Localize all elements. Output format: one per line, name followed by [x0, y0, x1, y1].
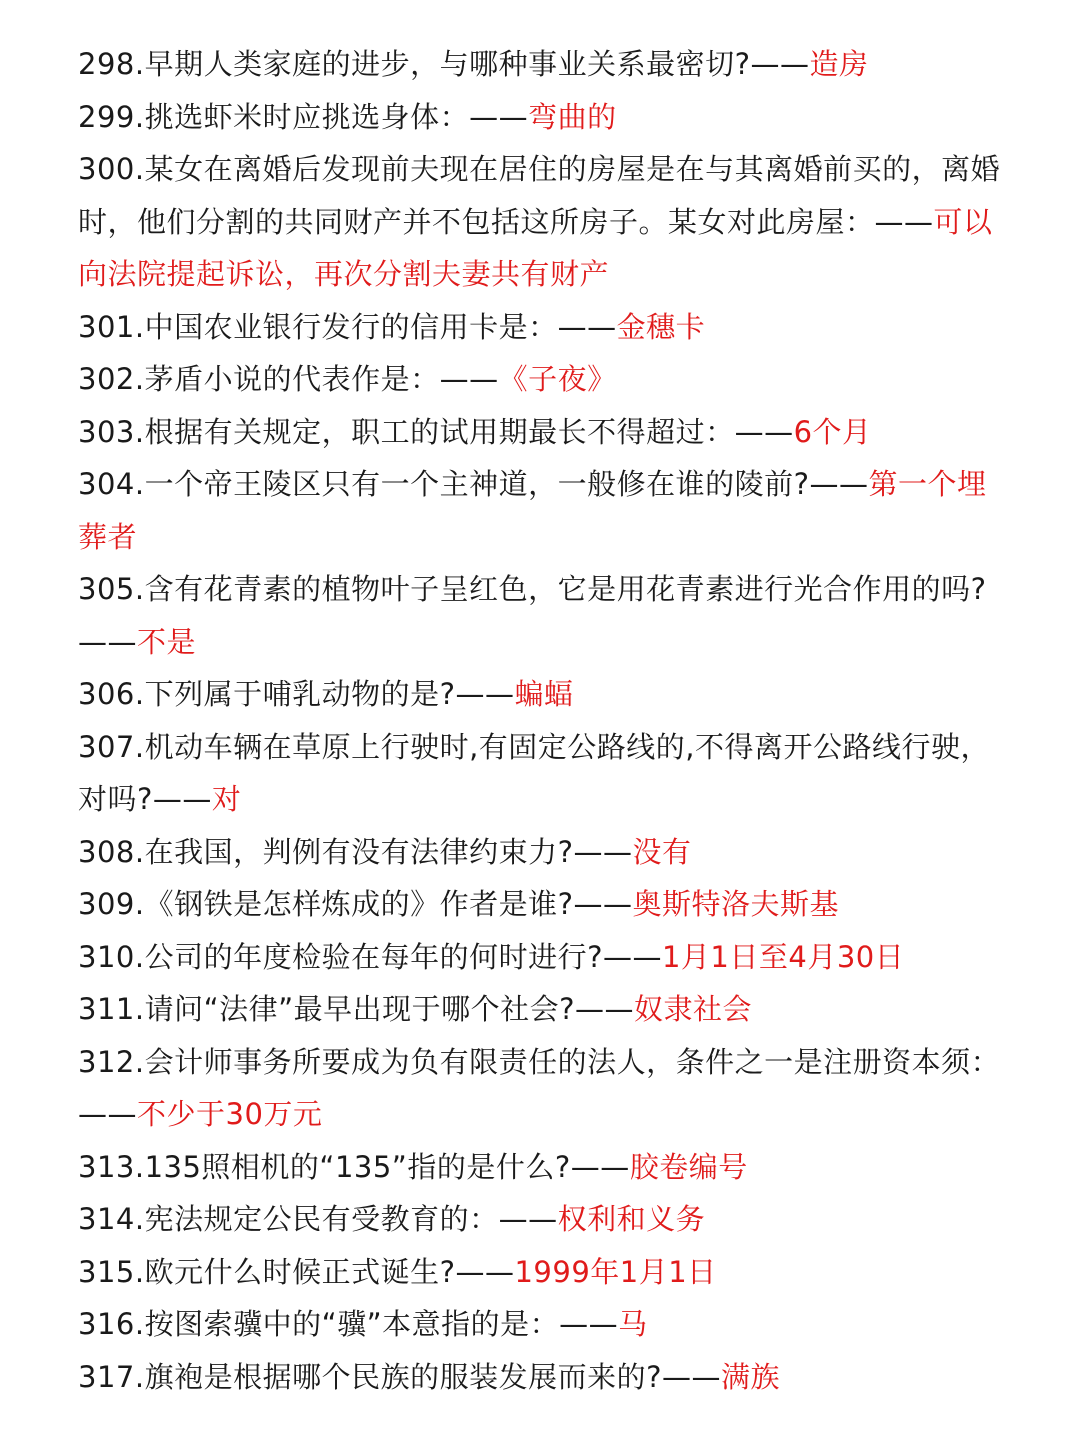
qa-item-303 [78, 406, 1002, 459]
answer-text: 对 [211, 782, 242, 816]
answer-text: 造房 [809, 47, 869, 81]
qa-list [78, 38, 1002, 1403]
qa-item-311 [78, 983, 1002, 1036]
question-text: 316.按图索骥中的“骥”本意指的是：—— [78, 1307, 619, 1341]
qa-item-316 [78, 1298, 1002, 1351]
answer-text: 可以向法院提起诉讼，再次分割夫妻共有财产 [78, 204, 993, 291]
question-text: 313.135照相机的“135”指的是什么?—— [78, 1149, 630, 1184]
answer-text: 奴隶社会 [634, 992, 753, 1026]
qa-item-301 [78, 301, 1002, 354]
answer-text: 弯曲的 [528, 99, 617, 134]
answer-text: 第一个埋葬者 [78, 467, 987, 554]
answer-text: 胶卷编号 [629, 1149, 748, 1184]
answer-text: 满族 [720, 1359, 780, 1394]
answer-text: 6个月 [793, 414, 872, 449]
qa-item-315 [78, 1246, 1002, 1299]
question-text: 302.茅盾小说的代表作是：—— [78, 362, 499, 396]
question-text: 305.含有花青素的植物叶子呈红色，它是用花青素进行光合作用的吗?—— [78, 572, 987, 659]
answer-text: 蝙蝠 [514, 677, 574, 711]
qa-item-306 [78, 668, 1002, 721]
qa-item-300 [78, 143, 1002, 301]
answer-text: 奥斯特洛夫斯基 [632, 887, 839, 921]
question-text: 301.中国农业银行发行的信用卡是：—— [78, 309, 617, 344]
question-text: 308.在我国，判例有没有法律约束力?—— [78, 834, 633, 869]
answer-text: 没有 [632, 834, 692, 869]
qa-item-317 [78, 1351, 1002, 1404]
question-text: 309.《钢铁是怎样炼成的》作者是谁?—— [78, 887, 633, 921]
answer-text: 不少于30万元 [137, 1097, 323, 1131]
question-text: 317.旗袍是根据哪个民族的服装发展而来的?—— [78, 1359, 721, 1394]
qa-item-305 [78, 563, 1002, 668]
answer-text: 权利和义务 [557, 1202, 706, 1236]
question-text: 298.早期人类家庭的进步，与哪种事业关系最密切?—— [78, 47, 810, 81]
answer-text: 不是 [137, 624, 197, 659]
question-text: 299.挑选虾米时应挑选身体：—— [78, 99, 529, 134]
qa-item-312 [78, 1036, 1002, 1141]
answer-text: 马 [618, 1307, 648, 1341]
qa-item-304 [78, 458, 1002, 563]
qa-item-299 [78, 91, 1002, 144]
question-text: 315.欧元什么时候正式诞生?—— [78, 1254, 515, 1289]
question-text: 307.机动车辆在草原上行驶时,有固定公路线的,不得离开公路线行驶，对吗?—— [78, 729, 991, 816]
qa-item-314 [78, 1193, 1002, 1246]
qa-item-298 [78, 38, 1002, 91]
question-text: 310.公司的年度检验在每年的何时进行?—— [78, 939, 662, 974]
answer-text: 《子夜》 [498, 362, 617, 396]
question-text: 306.下列属于哺乳动物的是?—— [78, 677, 515, 711]
qa-item-307 [78, 721, 1002, 826]
question-text: 314.宪法规定公民有受教育的：—— [78, 1202, 558, 1236]
question-text: 311.请问“法律”最早出现于哪个社会?—— [78, 992, 635, 1026]
answer-text: 1999年1月1日 [514, 1254, 717, 1289]
question-text: 303.根据有关规定，职工的试用期最长不得超过：—— [78, 414, 794, 449]
qa-item-313 [78, 1141, 1002, 1194]
question-text: 312.会计师事务所要成为负有限责任的法人，条件之一是注册资本须：—— [78, 1044, 1001, 1131]
qa-item-302 [78, 353, 1002, 406]
qa-item-309 [78, 878, 1002, 931]
qa-item-308 [78, 826, 1002, 879]
answer-text: 金穗卡 [616, 309, 706, 344]
answer-text: 1月1日至4月30日 [661, 939, 905, 974]
qa-item-310 [78, 931, 1002, 984]
question-text: 304.一个帝王陵区只有一个主神道，一般修在谁的陵前?—— [78, 467, 869, 501]
question-text: 300.某女在离婚后发现前夫现在居住的房屋是在与其离婚前买的，离婚时，他们分割的共同财产并不包括这所房子。某女对此房屋：—— [78, 152, 1001, 239]
